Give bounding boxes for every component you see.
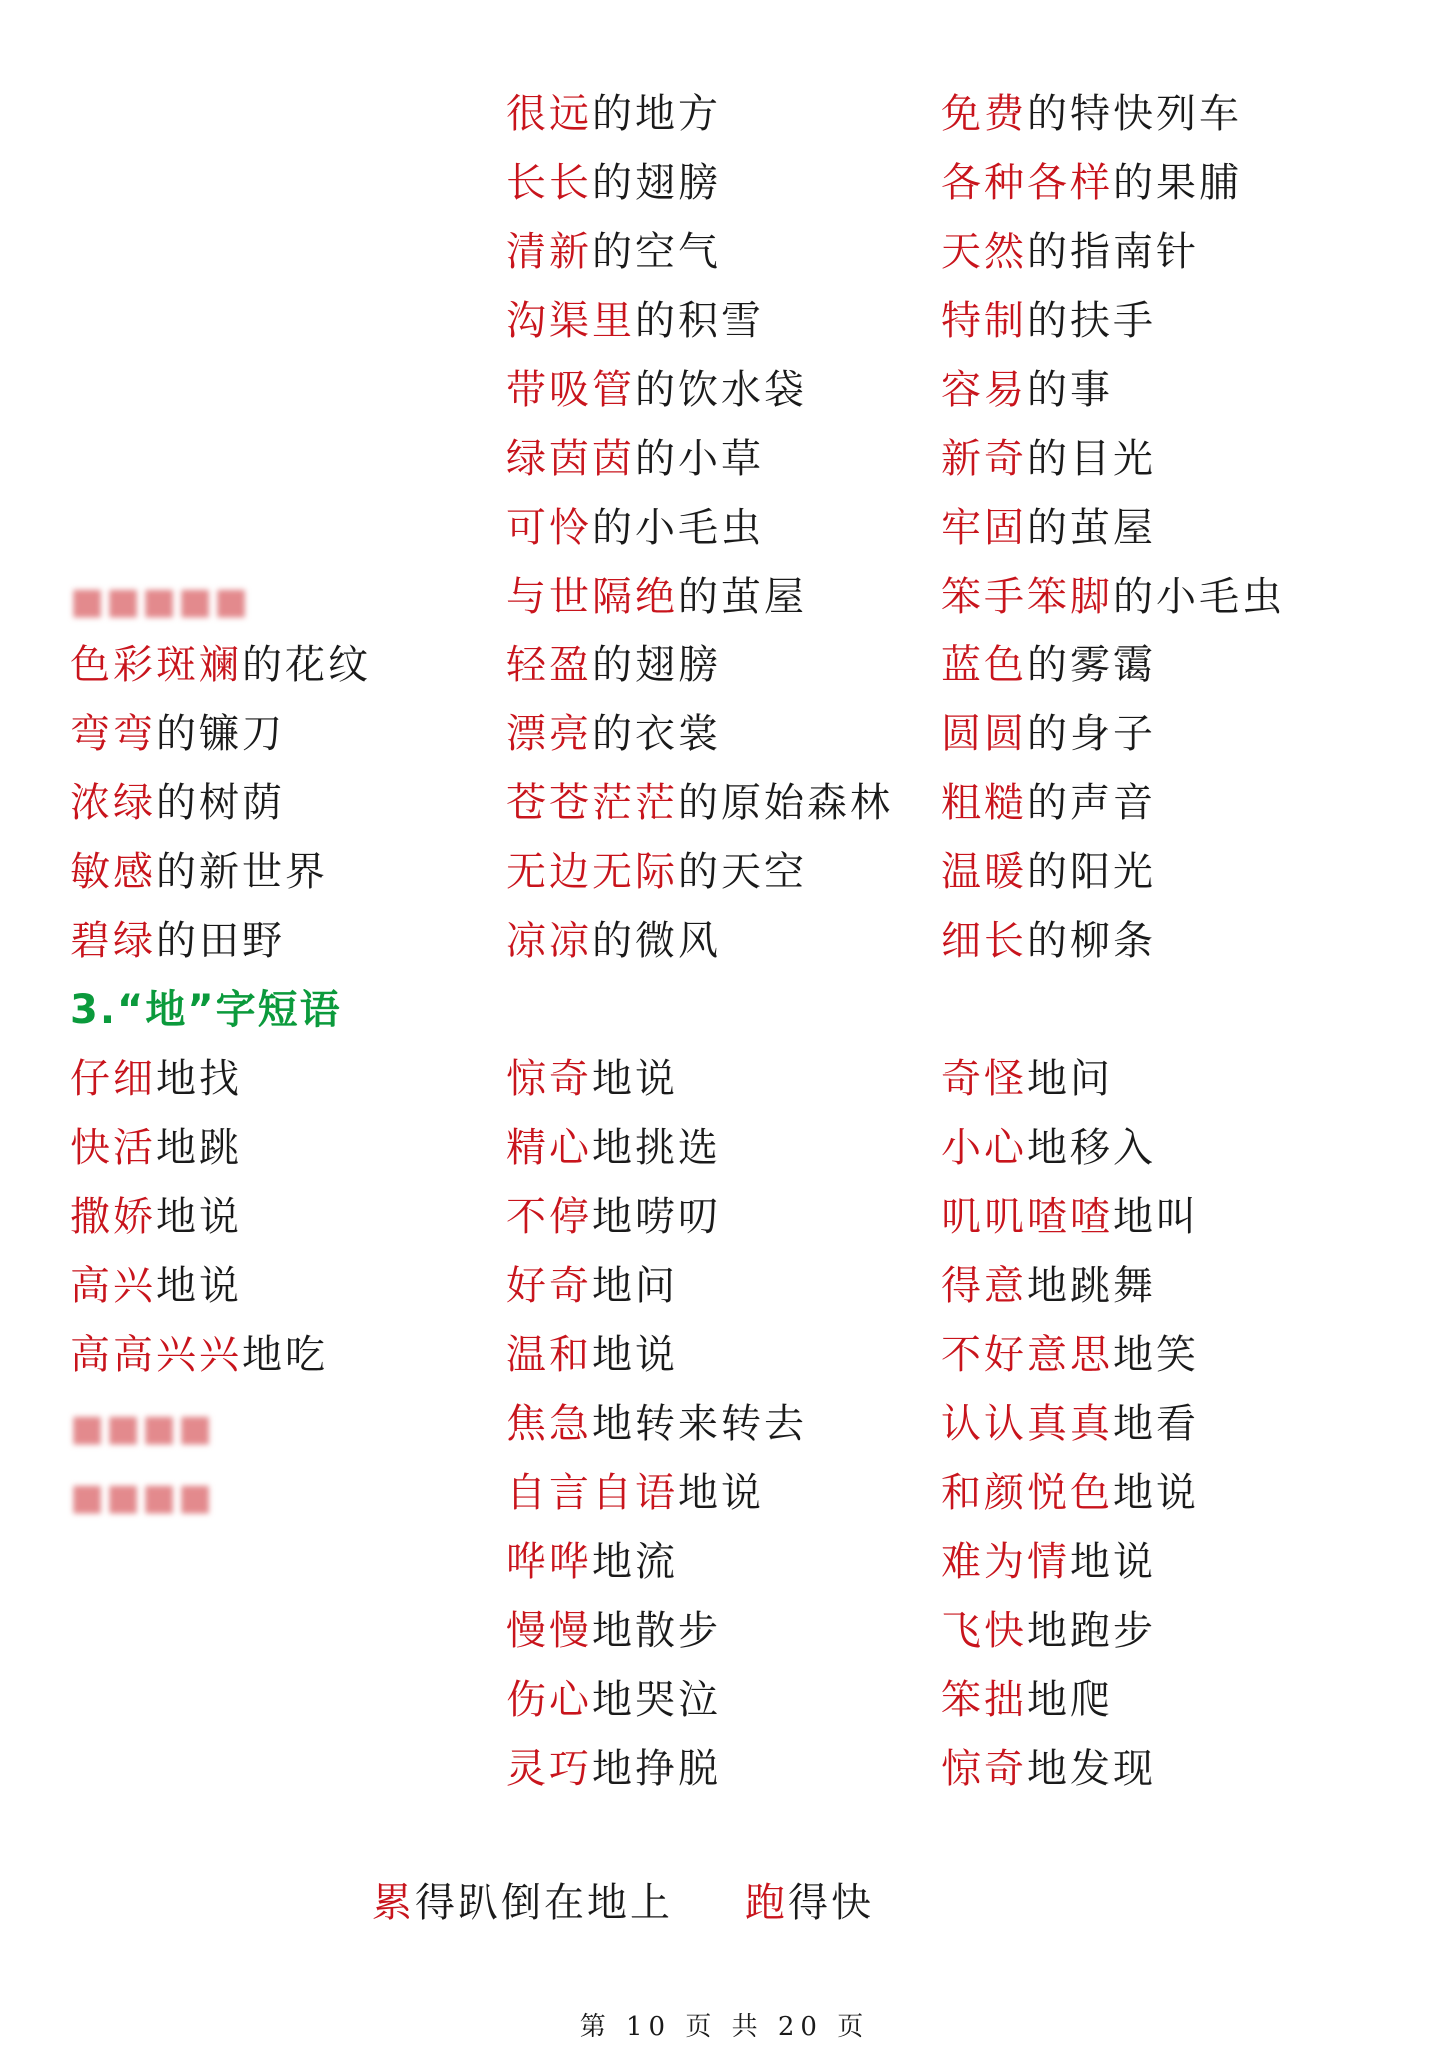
phrase: 累得趴倒在地上 [372, 1880, 673, 1926]
blurred-text-3: ■■■■ [70, 1477, 215, 1518]
phrase: 绿茵茵的小草 [506, 436, 764, 482]
phrase: 粗糙的声音 [941, 780, 1156, 826]
phrase: 苍苍茫茫的原始森林 [506, 780, 893, 826]
phrase: 容易的事 [941, 367, 1113, 413]
phrase: 长长的翅膀 [506, 160, 721, 206]
blurred-text-1: ■■■■■ [70, 581, 251, 622]
phrase: 碧绿的田野 [70, 918, 285, 964]
phrase: 撒娇地说 [70, 1194, 242, 1240]
phrase: 高高兴兴地吃 [70, 1332, 328, 1378]
phrase: 色彩斑斓的花纹 [70, 642, 371, 688]
phrase: 漂亮的衣裳 [506, 711, 721, 757]
phrase: 慢慢地散步 [506, 1608, 721, 1654]
phrase: 快活地跳 [70, 1125, 242, 1171]
blurred-text-2: ■■■■ [70, 1408, 215, 1449]
phrase: 哗哗地流 [506, 1539, 678, 1585]
phrase: 免费的特快列车 [941, 91, 1242, 137]
phrase: 伤心地哭泣 [506, 1677, 721, 1723]
phrase: 奇怪地问 [941, 1056, 1113, 1102]
de-phrases-row [372, 1880, 874, 1926]
phrase: 特制的扶手 [941, 298, 1156, 344]
phrase: 与世隔绝的茧屋 [506, 574, 807, 620]
phrase: 认认真真地看 [941, 1401, 1199, 1447]
phrase: 新奇的目光 [941, 436, 1156, 482]
phrase: 难为情地说 [941, 1539, 1156, 1585]
phrase: 笨手笨脚的小毛虫 [941, 574, 1285, 620]
phrase: 可怜的小毛虫 [506, 505, 764, 551]
phrase: 很远的地方 [506, 91, 721, 137]
section-heading: 3.“地”字短语 [70, 987, 342, 1033]
phrase: 笨拙地爬 [941, 1677, 1113, 1723]
phrase: 自言自语地说 [506, 1470, 764, 1516]
phrase: 好奇地问 [506, 1263, 678, 1309]
phrase: 细长的柳条 [941, 918, 1156, 964]
phrase: 不好意思地笑 [941, 1332, 1199, 1378]
phrase: 轻盈的翅膀 [506, 642, 721, 688]
phrase: 精心地挑选 [506, 1125, 721, 1171]
phrase: 温和地说 [506, 1332, 678, 1378]
phrase: 清新的空气 [506, 229, 721, 275]
phrase: 弯弯的镰刀 [70, 711, 285, 757]
phrase: 仔细地找 [70, 1056, 242, 1102]
page-footer: 第 10 页 共 20 页 [579, 2012, 870, 2042]
phrase: 飞快地跑步 [941, 1608, 1156, 1654]
phrase: 各种各样的果脯 [941, 160, 1242, 206]
phrase: 沟渠里的积雪 [506, 298, 764, 344]
phrase: 惊奇地说 [506, 1056, 678, 1102]
phrase: 圆圆的身子 [941, 711, 1156, 757]
phrase: 天然的指南针 [941, 229, 1199, 275]
phrase: 和颜悦色地说 [941, 1470, 1199, 1516]
phrase: 焦急地转来转去 [506, 1401, 807, 1447]
phrase: 温暖的阳光 [941, 849, 1156, 895]
phrase: 得意地跳舞 [941, 1263, 1156, 1309]
phrase: 叽叽喳喳地叫 [941, 1194, 1199, 1240]
phrase: 高兴地说 [70, 1263, 242, 1309]
phrase: 带吸管的饮水袋 [506, 367, 807, 413]
phrase: 小心地移入 [941, 1125, 1156, 1171]
phrase: 惊奇地发现 [941, 1746, 1156, 1792]
phrase: 不停地唠叨 [506, 1194, 721, 1240]
phrase: 跑得快 [745, 1880, 874, 1926]
phrase: 无边无际的天空 [506, 849, 807, 895]
phrase: 灵巧地挣脱 [506, 1746, 721, 1792]
phrase: 凉凉的微风 [506, 918, 721, 964]
phrase: 蓝色的雾霭 [941, 642, 1156, 688]
phrase: 牢固的茧屋 [941, 505, 1156, 551]
phrase: 敏感的新世界 [70, 849, 328, 895]
phrase: 浓绿的树荫 [70, 780, 285, 826]
